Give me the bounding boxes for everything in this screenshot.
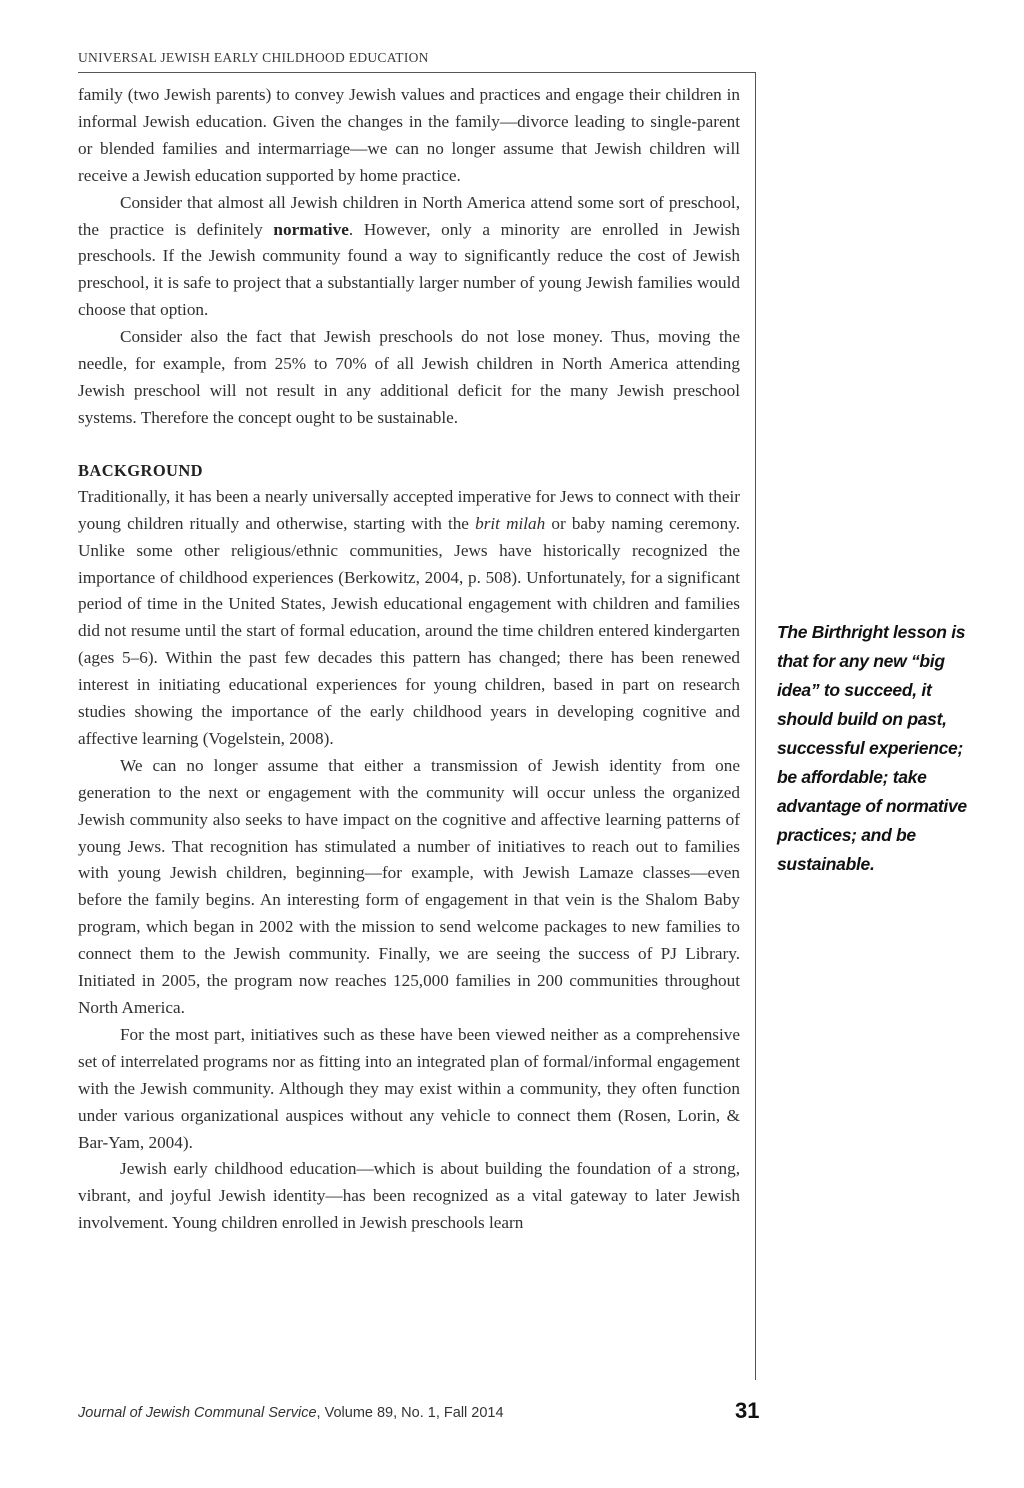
paragraph-6: For the most part, initiatives such as these have been viewed neither as a comprehensive set of interrelated programs nor as fitting into an integrated plan of formal/informal engagement with the Jewish community. Although they may exist within a community, they often function under various organizational auspices without any vehicle to connect them (Rosen, Lorin, & Bar-Yam, 2004). [78, 1024, 740, 1152]
body-column [78, 82, 740, 1237]
paragraph-4-text-b: or baby naming ceremony. Unlike some other religious/ethnic communities, Jews have historically recognized the importance of childhood experiences (Berkowitz, 2004, p. 508). Unfortunately, for a significant period of time in the United States, Jewish educational engagement with children and families did not resume until the start of formal education, around the time children entered kindergarten (ages 5–6). Within the past few decades this pattern has changed; there has been renewed interest in initiating educational experiences for young children, based in part on research studies showing the importance of the early childhood years in developing cognitive and affective learning (Vogelstein, 2008). [78, 513, 740, 748]
paragraph-4-text-a: Traditionally, it has been a nearly universally accepted imperative for Jews to connect with their young children ritually and otherwise, starting with the [78, 486, 740, 533]
paragraph-7: Jewish early childhood education—which is about building the foundation of a strong, vibrant, and joyful Jewish identity—has been recognized as a vital gateway to later Jewish involvement. Young children enrolled in Jewish preschools learn [78, 1159, 740, 1233]
paragraph-4 [78, 484, 740, 753]
page-number: 31 [735, 1398, 760, 1423]
paragraph-2-text-b: . However, only a minority are enrolled in Jewish preschools. If the Jewish community found a way to significantly reduce the cost of Jewish preschool, it is safe to project that a substantially larger number of young Jewish families would choose that option. [78, 219, 740, 320]
column-rule [755, 72, 756, 1380]
brit-milah-term: brit milah [475, 513, 546, 533]
journal-title: Journal of Jewish Communal Service [78, 1405, 317, 1421]
footer-citation [78, 1405, 504, 1421]
paragraph-2 [78, 190, 740, 325]
paragraph-5: We can no longer assume that either a transmission of Jewish identity from one generation to the next or engagement with the community will occur unless the organized Jewish community also seeks to have impact on the cognitive and affective learning patterns of young Jews. That recognition has stimulated a number of initiatives to reach out to families with young Jewish children, beginning—for example, with Jewish Lamaze classes—even before the family begins. An interesting form of engagement in that vein is the Shalom Baby program, which began in 2002 with the mission to send welcome packages to new families to connect them to the Jewish community. Finally, we are seeing the success of PJ Library. Initiated in 2005, the program now reaches 125,000 families in 200 communities throughout North America. [78, 755, 740, 1017]
paragraph-3: Consider also the fact that Jewish preschools do not lose money. Thus, moving the needle, for example, from 25% to 70% of all Jewish children in North America attending Jewish preschool will not result in any additional deficit for the many Jewish preschool systems. Therefore the concept ought to be sustainable. [78, 327, 740, 427]
pull-quote: The Birthright lesson is that for any new “big idea” to succeed, it should build on past, successful experience; be affordable; take advantage of normative practices; and be sustainable. [777, 622, 967, 874]
paragraph-1: family (two Jewish parents) to convey Jewish values and practices and engage their children in informal Jewish education. Given the changes in the family—divorce leading to single-parent or blended families and intermarriage—we can no longer assume that Jewish children will receive a Jewish education supported by home practice. [78, 85, 740, 185]
paragraph-2-text-a: Consider that almost all Jewish children in North America attend some sort of preschool, the practice is definitely [78, 192, 740, 239]
journal-issue: , Volume 89, No. 1, Fall 2014 [316, 1405, 504, 1421]
running-head: UNIVERSAL JEWISH EARLY CHILDHOOD EDUCATION [78, 50, 429, 65]
normative-term: normative [273, 219, 349, 239]
header-rule [78, 72, 756, 73]
section-heading: BACKGROUND [78, 460, 204, 480]
